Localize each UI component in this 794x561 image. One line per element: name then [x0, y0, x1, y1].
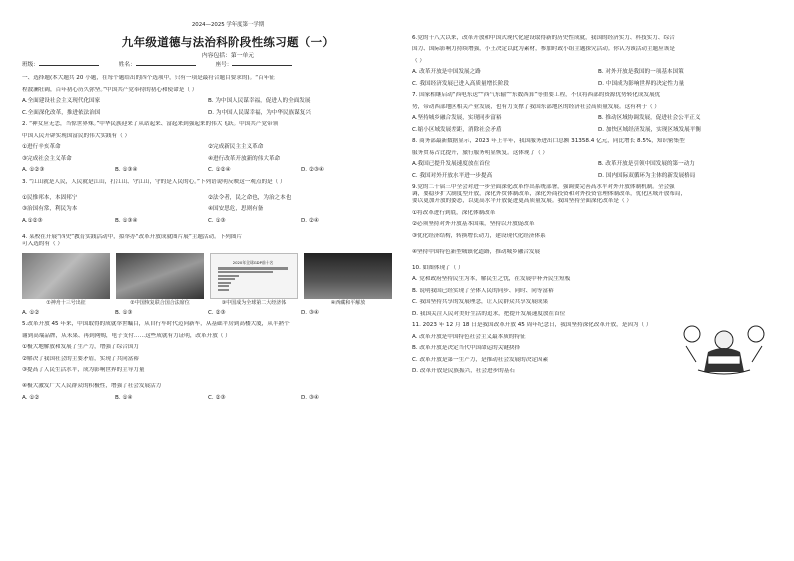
seat-field[interactable]: [232, 65, 292, 66]
q7-option-d[interactable]: D. 加快区域经济发展，实现区域发展平衡: [598, 126, 701, 133]
q1-options-row2: [22, 110, 394, 117]
q7-options-row2: [412, 127, 784, 134]
gdp-chart-title: 2020年全球GDP前十名: [232, 259, 274, 265]
gdp-bar: [218, 282, 231, 284]
q10-option-c[interactable]: C. 我国坚持共享的发展理念，让人民群众共享发展成果: [412, 299, 549, 306]
q9-stem-3: 要以更加开放的姿态，以更高水平开放促进更高质量发展。我国坚持全面深化改革是（ ）: [412, 198, 632, 205]
photo-4-caption: ④西藏和平解放: [330, 299, 366, 306]
q8-option-b[interactable]: B. 改革开放是引领中国发展的第一动力: [598, 161, 695, 168]
q7-option-a[interactable]: A.坚持城乡融合发展，实现同步富裕: [412, 115, 502, 122]
q2-statement-3: ③完成社会主义革命: [22, 155, 72, 162]
photo-3-caption: ③中国成为全球第二大经济体: [221, 299, 287, 306]
q3-statement-4: ④国安思危，思则有备: [208, 206, 264, 213]
q3-answers: [22, 218, 394, 225]
q5-stem-1: 5.改革开放 45 年来，中国取得的成就举世瞩目，从自行车时代迈向新车，从基础平房到高楼大厦，从半熟个: [22, 321, 290, 328]
q1-option-b[interactable]: B. 为中国人民谋幸福，促进人的全面发展: [208, 98, 311, 105]
q1-option-a[interactable]: A.全面建设社会主义现代化国家: [22, 98, 101, 105]
q2-option-a[interactable]: A. ①②③: [22, 167, 45, 174]
gdp-bar: [218, 267, 288, 269]
q11-option-d[interactable]: D. 改革开放是民族振兴，社会进步的基石: [412, 368, 515, 375]
q7-option-b[interactable]: B. 推动区域协调发展，促进社会公平正义: [598, 115, 701, 122]
q2-statements-row2: [22, 156, 394, 163]
q2-stem-1: 2. “神女应无恙，当惊世界殊。”中华民族迎来了从站起来、富起来到强起来的伟大飞跃。中国共产党带领: [22, 121, 279, 128]
q3-statements-row1: [22, 195, 394, 202]
student-info: [22, 62, 394, 69]
q4-option-d[interactable]: D. ③④: [301, 309, 319, 316]
q4-answers: [22, 310, 394, 317]
photo-2-caption: ②中国恢复联合国合法席位: [130, 299, 190, 306]
q10-option-d[interactable]: D. 我国关注人民对美好生活的追求，把提升发展速度放在首位: [412, 310, 566, 317]
q5-statement-3: ③提高了人民生活水平，成为影响世界的主导力量: [22, 367, 145, 374]
school-year: 2024—2025 学年度第一学期: [191, 22, 265, 28]
q10-stem: 10. 如图体现了（ ）: [412, 264, 464, 271]
q2-answers: [22, 167, 394, 174]
q5-statement-4: ④极大激发广大人民群众的积极性，增强了社会发展活力: [22, 383, 162, 390]
q1-options-row1: [22, 98, 394, 105]
gdp-bar: [218, 285, 229, 287]
q8-options-row2: [412, 173, 784, 180]
q3-statements-row2: [22, 206, 394, 213]
q4-option-a[interactable]: A. ①②: [22, 309, 40, 316]
q7-stem-2: 势，带动西部地区相关产业发展，也有力支撑了我国东部地区的经济社会高质量发展。这有利于（ ）: [412, 103, 660, 110]
q5-stem-2: 谢到高端品牌，从未果、再到网购，电子支付……这些成就有力证明，改革开放（ ）: [22, 332, 231, 339]
q6-option-a[interactable]: A. 改革开放是中国发展之路: [412, 69, 481, 76]
gdp-bar: [218, 275, 239, 277]
content-scope: 内容包括：第一单元: [201, 53, 255, 60]
class-label: 班级：: [22, 62, 39, 69]
q11-stem: 11. 2023 年 12 月 18 日是我国改革开放 45 周年纪念日，我国坚持深化改革开放，是因为（ ）: [412, 322, 652, 329]
q1-stem: 程波澜壮阔，百年初心历久弥坚。”中国共产党奉持的初心和使命是（ ）: [22, 86, 198, 93]
q2-statement-2: ②完成新民主主义革命: [208, 144, 264, 151]
q5-statement-1: ①极大地解放和发展了生产力，增强了综合国力: [22, 344, 139, 351]
gdp-chart-thumbnail: [218, 261, 288, 293]
q5-statement-2: ②解决了我国社会的主要矛盾，实现了共同富裕: [22, 355, 139, 362]
q2-option-c[interactable]: C. ①②④: [208, 167, 231, 174]
q5-option-a[interactable]: A. ①②: [22, 394, 40, 401]
q3-statement-2: ②法令者，民之命也，为治之本也: [208, 194, 292, 201]
q9-statement-2: ②必须坚持对外开放基本国策，坚持以开放促改革: [412, 221, 535, 228]
photo-2-image: [116, 253, 204, 299]
section-intro: 一、选择题(本大题共 20 小题，在每个题给出的四个选项中，只有一项是最符合题目要求的)。“百年征: [22, 75, 275, 82]
q10-option-b[interactable]: B. 说明我国已经实现了全体人民的同步、同时、同等富裕: [412, 287, 554, 294]
q3-option-a[interactable]: A.①②③: [22, 217, 43, 224]
q8-option-d[interactable]: D. 国内国际双循环为主体的新发展格局: [598, 172, 696, 179]
q8-stem-1: 8. 商务部最新数据显示，2023 年上半年，我国服务进出口总额 31358.4 亿元，同比增长 8.5%，知识密集型: [412, 138, 685, 145]
q6-option-d[interactable]: D. 中国成为影响世界的决定性力量: [598, 80, 685, 87]
q6-stem-2: 国力、国际影响力持续增强，小王决定以此为素材，参加时政小组主题探究活动。你认为该活动主题应该是: [412, 46, 675, 53]
q7-options-row1: [412, 115, 784, 122]
q5-option-d[interactable]: D. ③④: [301, 394, 319, 401]
q3-option-c[interactable]: C. ①③: [208, 217, 226, 224]
q9-statement-4: ④坚持中国特色新型城镇化道路，推动城乡融合发展: [412, 248, 541, 255]
class-field[interactable]: [39, 65, 99, 66]
q2-statements-row1: [22, 144, 394, 151]
q6-stem-1: 6.党的十八大以来，改革开放和中国式现代化建设取得新的历史性成就，我国的经济实力、科技实力、综合: [412, 35, 675, 41]
q8-stem-2: 服务贸易占比提升，旅行服务明显恢复。这体现了（ ）: [412, 149, 549, 156]
q8-option-c[interactable]: C. 我国对外开放水平进一步提高: [412, 172, 493, 179]
q8-options-row1: [412, 161, 784, 168]
q5-option-b[interactable]: B. ①④: [115, 394, 133, 401]
q2-statement-4: ④进行改革开放新的伟大革命: [208, 155, 281, 162]
q11-option-a[interactable]: A. 改革开放是中国特色社会主义最本质的特征: [412, 333, 526, 340]
q4-stem-1: 4. 某校在开展“四史”教育实践活动中，拟举办“改革开放成就图片展”主题活动。下列图片: [22, 233, 243, 240]
q1-option-c[interactable]: C.全面深化改革，推进依法治国: [22, 109, 101, 116]
q11-option-b[interactable]: B. 改革开放是决定当代中国命运的关键抉择: [412, 345, 521, 352]
q6-option-b[interactable]: B. 对外开放是我国的一项基本国策: [598, 69, 684, 76]
photo-1: [22, 253, 110, 307]
photo-1-caption: ①神舟十三号出征: [46, 299, 86, 306]
q6-stem-3: （ ）: [412, 57, 425, 64]
q4-option-c[interactable]: C. ②③: [208, 309, 226, 316]
q3-statement-3: ③治国有常，利民为本: [22, 206, 78, 213]
photo-4: [304, 253, 392, 307]
photo-4-image: [304, 253, 392, 299]
q5-option-c[interactable]: C. ②③: [208, 394, 226, 401]
gdp-bar: [218, 289, 229, 291]
seat-label: 座号：: [215, 62, 233, 69]
q2-statement-1: ①进行辛亥革命: [22, 144, 61, 151]
q9-stem-2: 调，要稳步扩大制度型开放，深化外贸体制改革，深化外商投资和对外投资管理体制改革，优化区域开放布局，: [412, 191, 687, 198]
q2-option-d[interactable]: D. ②③④: [301, 167, 324, 174]
q6-options-row1: [412, 69, 784, 76]
photo-2: [116, 253, 204, 307]
q3-stem: 3. “江山就是人民，人民就是江山，打江山、守江山，守的是人民的心。”下列语说明反映这一观点的是（ ）: [22, 178, 286, 185]
photo-3: [210, 253, 298, 307]
name-label: 姓名：: [118, 62, 136, 69]
q5-answers: [22, 395, 394, 402]
q9-stem-1: 9.党的二十届三中全会对进一步全面深化改革作出系统部署，强调要完善高水平对外开放体制机制。全会强: [412, 184, 675, 191]
q4-photos: [22, 253, 394, 307]
q2-stem-2: 中国人民开辟实现国富民的伟大实践有（ ）: [22, 132, 131, 139]
q4-option-b[interactable]: B. ①③: [115, 309, 133, 316]
q7-stem-1: 7. 国家相继启动“西电东送”“西气东输”“东数西算”等重要工程，不仅将西部的资源优势转化成发展优: [412, 92, 661, 99]
name-field[interactable]: [136, 65, 196, 66]
q6-options-row2: [412, 81, 784, 88]
q2-option-b[interactable]: B. ①③④: [115, 167, 138, 174]
q9-statement-1: ①将改革进行到底，深化体制改革: [412, 209, 496, 216]
gdp-bar: [218, 271, 273, 273]
gdp-bar: [218, 278, 235, 280]
q6-option-c[interactable]: C. 我国经济发展已进入高质量增长阶段: [412, 80, 509, 87]
photo-1-image: [22, 253, 110, 299]
q1-option-d[interactable]: D. 为中国人民谋幸福，为中华民族谋复兴: [208, 109, 311, 116]
q4-stem-2: 可入选的有（ ）: [22, 240, 63, 247]
q11-option-c[interactable]: C. 改革开放是第一生产力，是推动社会发展的决定因素: [412, 356, 549, 363]
q10-option-a[interactable]: A. 党和政府坚持民生为本，解民生之忧，在发展中补齐民生短板: [412, 276, 571, 283]
left-column: [22, 22, 394, 401]
q8-option-a[interactable]: A.我国已提升发展速度放在首位: [412, 161, 491, 168]
q10-cartoon-image: [678, 322, 770, 380]
q7-option-c[interactable]: C.缩小区域发展差距，消除社会矛盾: [412, 126, 502, 133]
q3-statement-1: ①民惟邦本，本固邦宁: [22, 194, 78, 201]
q9-statement-3: ③优化经济结构，转换增长动力，建设现代化经济体系: [412, 232, 546, 239]
page-title: 九年级道德与法治科阶段性练习题（一）: [121, 34, 335, 49]
q3-option-d[interactable]: D. ②④: [301, 217, 319, 224]
q3-option-b[interactable]: B. ①③④: [115, 217, 138, 224]
